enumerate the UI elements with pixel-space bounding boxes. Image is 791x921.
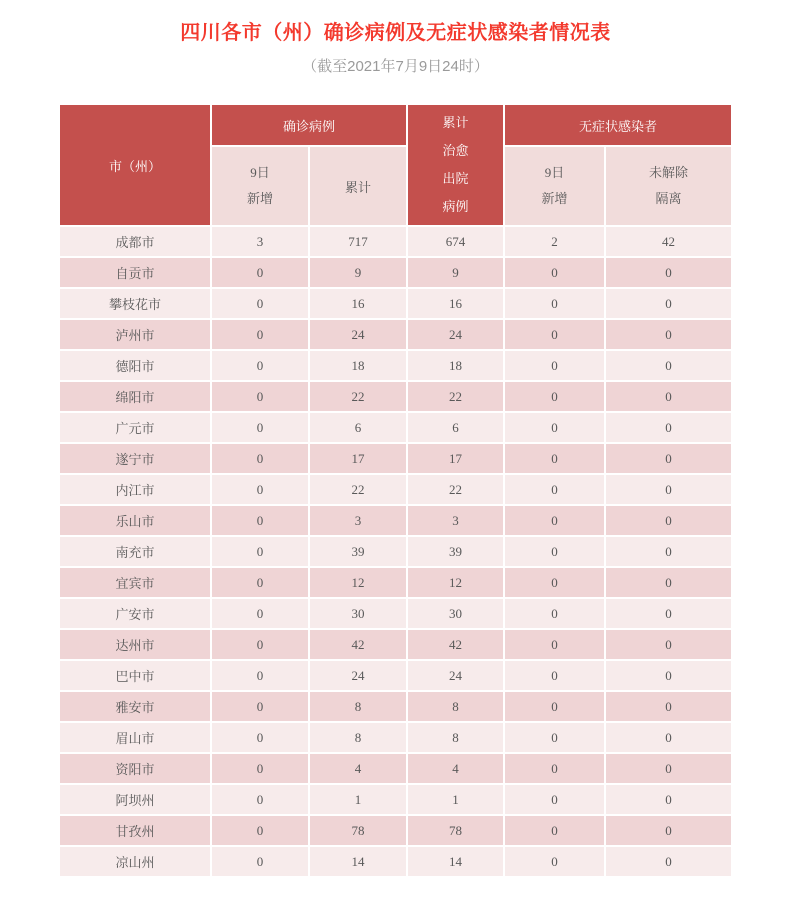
table-row — [60, 723, 731, 752]
new-asymptomatic-cell: 0 — [505, 599, 604, 628]
table-row — [60, 599, 731, 628]
cured-discharged-cell: 4 — [408, 754, 503, 783]
city-cell: 绵阳市 — [60, 382, 210, 411]
table-row — [60, 785, 731, 814]
table-row — [60, 847, 731, 876]
total-confirmed-cell: 6 — [310, 413, 406, 442]
total-confirmed-cell: 3 — [310, 506, 406, 535]
total-confirmed-cell: 4 — [310, 754, 406, 783]
new-confirmed-cell: 0 — [212, 351, 308, 380]
header-line: 出院 — [442, 171, 469, 186]
new-confirmed-cell: 0 — [212, 599, 308, 628]
new-confirmed-cell: 0 — [212, 382, 308, 411]
city-cell: 攀枝花市 — [60, 289, 210, 318]
new-confirmed-cell: 0 — [212, 630, 308, 659]
page-subtitle: （截至2021年7月9日24时） — [302, 58, 489, 75]
cured-discharged-cell: 39 — [408, 537, 503, 566]
header-confirmed-group: 确诊病例 — [212, 105, 406, 145]
city-cell: 乐山市 — [60, 506, 210, 535]
quarantine-cell: 0 — [606, 599, 731, 628]
city-cell: 德阳市 — [60, 351, 210, 380]
table-row — [60, 506, 731, 535]
city-cell: 凉山州 — [60, 847, 210, 876]
city-cell: 巴中市 — [60, 661, 210, 690]
new-confirmed-cell: 0 — [212, 692, 308, 721]
table-row — [60, 289, 731, 318]
table-row — [60, 227, 731, 256]
city-cell: 自贡市 — [60, 258, 210, 287]
total-confirmed-cell: 17 — [310, 444, 406, 473]
city-cell: 宜宾市 — [60, 568, 210, 597]
header-line: 9日 — [250, 165, 270, 180]
new-asymptomatic-cell: 0 — [505, 847, 604, 876]
new-asymptomatic-cell: 2 — [505, 227, 604, 256]
cured-discharged-cell: 3 — [408, 506, 503, 535]
cured-discharged-cell: 22 — [408, 475, 503, 504]
total-confirmed-cell: 42 — [310, 630, 406, 659]
header-line: 隔离 — [655, 191, 682, 206]
new-asymptomatic-cell: 0 — [505, 785, 604, 814]
new-asymptomatic-cell: 0 — [505, 692, 604, 721]
new-asymptomatic-cell: 0 — [505, 661, 604, 690]
cured-discharged-cell: 9 — [408, 258, 503, 287]
table-row — [60, 351, 731, 380]
header-line: 累计 — [442, 115, 469, 130]
total-confirmed-cell: 12 — [310, 568, 406, 597]
cured-discharged-cell: 8 — [408, 723, 503, 752]
new-confirmed-cell: 0 — [212, 444, 308, 473]
total-confirmed-cell: 24 — [310, 320, 406, 349]
new-confirmed-cell: 0 — [212, 537, 308, 566]
cured-discharged-cell: 6 — [408, 413, 503, 442]
table-header — [60, 105, 731, 225]
new-confirmed-cell: 0 — [212, 847, 308, 876]
quarantine-cell: 0 — [606, 754, 731, 783]
total-confirmed-cell: 22 — [310, 475, 406, 504]
quarantine-cell: 0 — [606, 630, 731, 659]
new-confirmed-cell: 0 — [212, 506, 308, 535]
table-row — [60, 568, 731, 597]
city-cell: 广元市 — [60, 413, 210, 442]
table-row — [60, 413, 731, 442]
total-confirmed-cell: 39 — [310, 537, 406, 566]
city-cell: 泸州市 — [60, 320, 210, 349]
city-cell: 遂宁市 — [60, 444, 210, 473]
quarantine-cell: 0 — [606, 444, 731, 473]
page — [0, 16, 791, 878]
city-cell: 南充市 — [60, 537, 210, 566]
new-confirmed-cell: 0 — [212, 475, 308, 504]
new-confirmed-cell: 0 — [212, 320, 308, 349]
table-row — [60, 475, 731, 504]
new-asymptomatic-cell: 0 — [505, 723, 604, 752]
cured-discharged-cell: 24 — [408, 661, 503, 690]
total-confirmed-cell: 9 — [310, 258, 406, 287]
quarantine-cell: 0 — [606, 785, 731, 814]
cured-discharged-cell: 16 — [408, 289, 503, 318]
quarantine-cell: 0 — [606, 351, 731, 380]
cured-discharged-cell: 22 — [408, 382, 503, 411]
new-confirmed-cell: 0 — [212, 258, 308, 287]
new-confirmed-cell: 0 — [212, 785, 308, 814]
cured-discharged-cell: 42 — [408, 630, 503, 659]
table-row — [60, 320, 731, 349]
new-asymptomatic-cell: 0 — [505, 754, 604, 783]
total-confirmed-cell: 1 — [310, 785, 406, 814]
cured-discharged-cell: 12 — [408, 568, 503, 597]
table-row — [60, 537, 731, 566]
city-cell: 甘孜州 — [60, 816, 210, 845]
header-asymptomatic-group: 无症状感染者 — [505, 105, 731, 145]
header-line: 病例 — [442, 199, 469, 214]
new-asymptomatic-cell: 0 — [505, 320, 604, 349]
new-confirmed-cell: 0 — [212, 568, 308, 597]
page-title: 四川各市（州）确诊病例及无症状感染者情况表 — [180, 22, 611, 44]
quarantine-cell: 0 — [606, 382, 731, 411]
quarantine-cell: 0 — [606, 475, 731, 504]
header-city: 市（州） — [60, 105, 210, 225]
cured-discharged-cell: 18 — [408, 351, 503, 380]
cured-discharged-cell: 24 — [408, 320, 503, 349]
table-row — [60, 444, 731, 473]
total-confirmed-cell: 30 — [310, 599, 406, 628]
new-confirmed-cell: 0 — [212, 754, 308, 783]
new-asymptomatic-cell: 0 — [505, 351, 604, 380]
header-confirmed-new — [212, 147, 308, 225]
new-asymptomatic-cell: 0 — [505, 816, 604, 845]
total-confirmed-cell: 18 — [310, 351, 406, 380]
city-cell: 雅安市 — [60, 692, 210, 721]
city-cell: 成都市 — [60, 227, 210, 256]
header-group-row — [60, 105, 731, 145]
total-confirmed-cell: 22 — [310, 382, 406, 411]
total-confirmed-cell: 8 — [310, 692, 406, 721]
cured-discharged-cell: 17 — [408, 444, 503, 473]
cases-table — [58, 103, 733, 878]
table-row — [60, 754, 731, 783]
cured-discharged-cell: 14 — [408, 847, 503, 876]
cured-discharged-cell: 1 — [408, 785, 503, 814]
header-line: 9日 — [544, 165, 565, 180]
header-confirmed-total: 累计 — [310, 147, 406, 225]
new-asymptomatic-cell: 0 — [505, 568, 604, 597]
quarantine-cell: 0 — [606, 723, 731, 752]
city-cell: 广安市 — [60, 599, 210, 628]
header-line: 治愈 — [442, 143, 469, 158]
city-cell: 达州市 — [60, 630, 210, 659]
city-cell: 内江市 — [60, 475, 210, 504]
total-confirmed-cell: 16 — [310, 289, 406, 318]
table-body — [60, 227, 731, 876]
new-asymptomatic-cell: 0 — [505, 475, 604, 504]
cured-discharged-cell: 674 — [408, 227, 503, 256]
new-asymptomatic-cell: 0 — [505, 630, 604, 659]
quarantine-cell: 0 — [606, 847, 731, 876]
city-cell: 阿坝州 — [60, 785, 210, 814]
quarantine-cell: 0 — [606, 506, 731, 535]
quarantine-cell: 0 — [606, 289, 731, 318]
new-confirmed-cell: 0 — [212, 661, 308, 690]
header-line: 未解除 — [649, 165, 689, 180]
new-asymptomatic-cell: 0 — [505, 382, 604, 411]
cured-discharged-cell: 78 — [408, 816, 503, 845]
new-asymptomatic-cell: 0 — [505, 258, 604, 287]
header-line: 新增 — [541, 191, 568, 206]
total-confirmed-cell: 78 — [310, 816, 406, 845]
new-asymptomatic-cell: 0 — [505, 289, 604, 318]
total-confirmed-cell: 8 — [310, 723, 406, 752]
quarantine-cell: 0 — [606, 320, 731, 349]
quarantine-cell: 42 — [606, 227, 731, 256]
total-confirmed-cell: 24 — [310, 661, 406, 690]
table-row — [60, 816, 731, 845]
new-asymptomatic-cell: 0 — [505, 506, 604, 535]
new-asymptomatic-cell: 0 — [505, 413, 604, 442]
new-confirmed-cell: 3 — [212, 227, 308, 256]
quarantine-cell: 0 — [606, 816, 731, 845]
new-confirmed-cell: 0 — [212, 723, 308, 752]
quarantine-cell: 0 — [606, 661, 731, 690]
new-confirmed-cell: 0 — [212, 413, 308, 442]
quarantine-cell: 0 — [606, 568, 731, 597]
quarantine-cell: 0 — [606, 537, 731, 566]
city-cell: 资阳市 — [60, 754, 210, 783]
city-cell: 眉山市 — [60, 723, 210, 752]
cured-discharged-cell: 30 — [408, 599, 503, 628]
cured-discharged-cell: 8 — [408, 692, 503, 721]
new-confirmed-cell: 0 — [212, 816, 308, 845]
table-row — [60, 630, 731, 659]
quarantine-cell: 0 — [606, 258, 731, 287]
total-confirmed-cell: 717 — [310, 227, 406, 256]
new-confirmed-cell: 0 — [212, 289, 308, 318]
new-asymptomatic-cell: 0 — [505, 537, 604, 566]
table-row — [60, 661, 731, 690]
new-asymptomatic-cell: 0 — [505, 444, 604, 473]
quarantine-cell: 0 — [606, 413, 731, 442]
total-confirmed-cell: 14 — [310, 847, 406, 876]
header-quarantine — [606, 147, 731, 225]
table-row — [60, 258, 731, 287]
table-row — [60, 692, 731, 721]
header-line: 新增 — [246, 191, 273, 206]
header-asymptomatic-new — [505, 147, 604, 225]
header-cured-discharged — [408, 105, 503, 225]
table-row — [60, 382, 731, 411]
quarantine-cell: 0 — [606, 692, 731, 721]
